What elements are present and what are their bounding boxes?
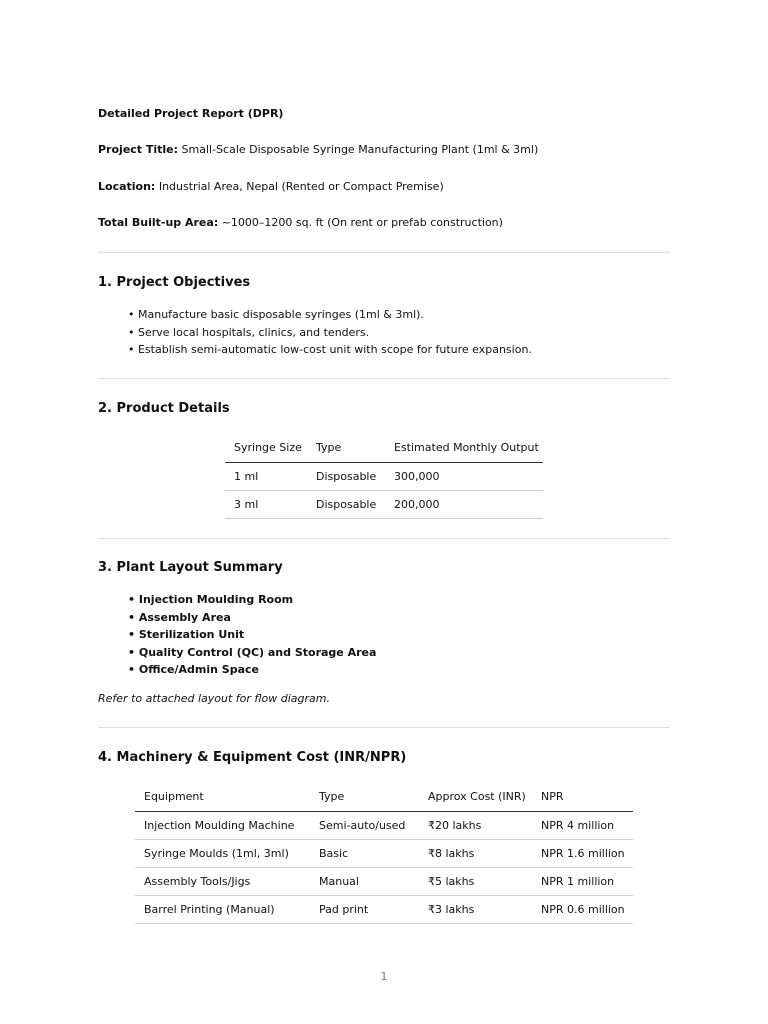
table-cell: ₹8 lakhs — [419, 840, 532, 868]
table-row — [135, 812, 633, 840]
location-line — [98, 180, 444, 193]
list-item: • Office/Admin Space — [128, 663, 259, 676]
bullet: • — [128, 663, 136, 676]
table-cell: NPR 4 million — [532, 812, 633, 840]
table-cell: Assembly Tools/Jigs — [135, 868, 310, 896]
table-cell: Injection Moulding Machine — [135, 812, 310, 840]
table-cell: Manual — [310, 868, 419, 896]
table-header-row — [135, 782, 633, 812]
table-cell: Basic — [310, 840, 419, 868]
table-cell: Semi-auto/used — [310, 812, 419, 840]
column-header: Approx Cost (INR) — [419, 782, 532, 812]
objectives-list — [128, 306, 532, 359]
table-row — [135, 896, 633, 924]
section-heading-objectives: 1. Project Objectives — [98, 275, 251, 290]
list-item: • Serve local hospitals, clinics, and tenders. — [128, 325, 370, 339]
project-title-label: Project Title: — [98, 143, 179, 156]
section-heading-machinery: 4. Machinery & Equipment Cost (INR/NPR) — [98, 750, 407, 765]
table-cell: NPR 1.6 million — [532, 840, 633, 868]
table-cell: 200,000 — [385, 491, 543, 519]
area-line — [98, 216, 503, 229]
location-value: Industrial Area, Nepal (Rented or Compact Premise) — [158, 180, 444, 193]
column-header: NPR — [532, 782, 633, 812]
machinery-table — [135, 782, 633, 924]
area-label: Total Built-up Area: — [98, 216, 219, 229]
product-table — [225, 433, 543, 519]
column-header: Estimated Monthly Output — [385, 433, 543, 463]
table-cell: ₹5 lakhs — [419, 868, 532, 896]
column-header: Equipment — [135, 782, 310, 812]
table-cell: Pad print — [310, 896, 419, 924]
table-cell: 1 ml — [225, 463, 307, 491]
page-number: 1 — [380, 970, 388, 983]
divider — [98, 538, 670, 539]
bullet: • — [128, 593, 136, 606]
column-header: Type — [310, 782, 419, 812]
list-item: • Sterilization Unit — [128, 628, 245, 641]
table-cell: NPR 0.6 million — [532, 896, 633, 924]
section-heading-layout: 3. Plant Layout Summary — [98, 560, 283, 575]
column-header: Type — [307, 433, 385, 463]
section-heading-product: 2. Product Details — [98, 401, 230, 416]
table-cell: Disposable — [307, 463, 385, 491]
table-cell: ₹3 lakhs — [419, 896, 532, 924]
table-row — [225, 463, 543, 491]
bullet: • — [128, 645, 136, 659]
table-cell: 3 ml — [225, 491, 307, 519]
table-cell: Barrel Printing (Manual) — [135, 896, 310, 924]
list-item: • Injection Moulding Room — [128, 593, 294, 606]
table-row — [225, 491, 543, 519]
layout-list — [128, 591, 376, 679]
list-item: • Quality Control (QC) and Storage Area — [128, 645, 377, 659]
divider — [98, 252, 670, 253]
bullet: • — [128, 610, 136, 624]
column-header: Syringe Size — [225, 433, 307, 463]
table-cell: Syringe Moulds (1ml, 3ml) — [135, 840, 310, 868]
table-row — [135, 868, 633, 896]
report-title: Detailed Project Report (DPR) — [98, 107, 284, 120]
bullet: • — [128, 628, 136, 641]
table-cell: NPR 1 million — [532, 868, 633, 896]
area-value: ~1000–1200 sq. ft (On rent or prefab construction) — [221, 216, 503, 229]
project-title-line — [98, 143, 538, 156]
divider — [98, 727, 670, 728]
table-row — [135, 840, 633, 868]
table-cell: Disposable — [307, 491, 385, 519]
table-cell: ₹20 lakhs — [419, 812, 532, 840]
location-label: Location: — [98, 180, 156, 193]
list-item: • Establish semi-automatic low-cost unit with scope for future expansion. — [128, 343, 532, 356]
list-item: • Manufacture basic disposable syringes (1ml & 3ml). — [128, 308, 424, 321]
layout-note: Refer to attached layout for flow diagram. — [98, 692, 330, 705]
table-header-row — [225, 433, 543, 463]
list-item: • Assembly Area — [128, 610, 231, 624]
project-title-value: Small-Scale Disposable Syringe Manufacturing Plant (1ml & 3ml) — [181, 143, 539, 156]
divider — [98, 378, 670, 379]
table-cell: 300,000 — [385, 463, 543, 491]
